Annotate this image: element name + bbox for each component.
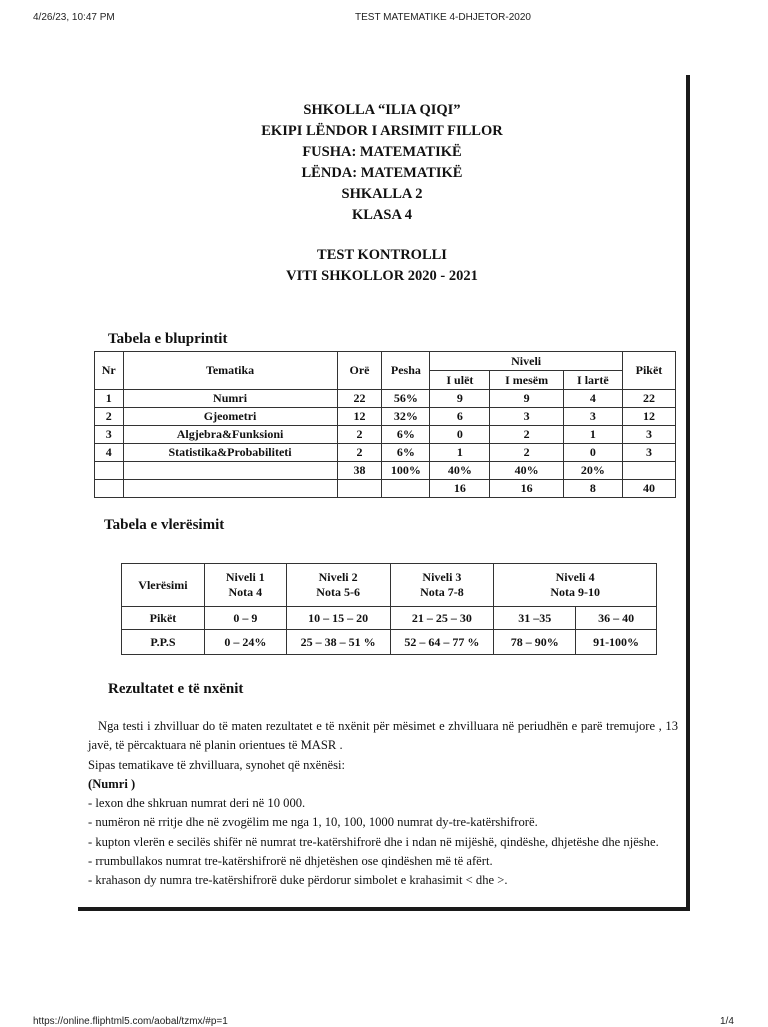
test-title: TEST KONTROLLI xyxy=(317,247,447,263)
table-cell: 10 – 15 – 20 xyxy=(286,607,390,630)
header-line: SHKOLLA “ILIA QIQI” xyxy=(303,102,461,118)
table-cell: Numri xyxy=(123,390,337,408)
table-row xyxy=(95,426,676,444)
table-cell: 0 – 24% xyxy=(204,630,286,655)
header-line: FUSHA: MATEMATIKË xyxy=(302,144,462,160)
print-datetime: 4/26/23, 10:47 PM xyxy=(33,12,115,23)
test-title-block xyxy=(78,245,686,287)
blueprint-table xyxy=(94,351,676,498)
table-row xyxy=(95,480,676,498)
table-cell: 1 xyxy=(95,390,124,408)
table-cell: 3 xyxy=(563,408,622,426)
grading-title: Tabela e vlerësimit xyxy=(104,517,225,533)
col-header-larte: I lartë xyxy=(563,371,622,390)
table-row xyxy=(95,462,676,480)
table-cell: 40% xyxy=(430,462,490,480)
col-header-piket: Pikët xyxy=(622,352,675,390)
table-row xyxy=(95,444,676,462)
table-row xyxy=(122,607,657,630)
table-cell: 38 xyxy=(337,462,382,480)
table-cell: 100% xyxy=(382,462,430,480)
table-cell: 2 xyxy=(95,408,124,426)
col-header-pesha: Pesha xyxy=(382,352,430,390)
table-cell: 2 xyxy=(490,444,563,462)
header-line: EKIPI LËNDOR I ARSIMIT FILLOR xyxy=(261,123,503,139)
grading-header-cell xyxy=(286,564,390,607)
table-cell: 12 xyxy=(622,408,675,426)
grading-header-cell xyxy=(390,564,494,607)
table-cell: 6% xyxy=(382,444,430,462)
school-header xyxy=(78,100,686,226)
grade-label: Nota 9-10 xyxy=(550,585,600,599)
table-cell: Algjebra&Funksioni xyxy=(123,426,337,444)
table-cell: 2 xyxy=(337,426,382,444)
level-label: Niveli 4 xyxy=(555,570,595,584)
grading-table xyxy=(121,563,657,655)
table-row xyxy=(122,630,657,655)
table-cell: 9 xyxy=(490,390,563,408)
table-cell xyxy=(123,462,337,480)
table-cell: 3 xyxy=(490,408,563,426)
table-cell: 3 xyxy=(622,444,675,462)
results-intro: Nga testi i zhvilluar do të maten rezultatet e të nxënit për mësimet e zhvilluara në periudhën e parë tremujore , 13 javë, të përcaktuara në planin orientues të MASR . xyxy=(88,719,678,753)
school-year: VITI SHKOLLOR 2020 - 2021 xyxy=(286,268,478,284)
table-cell: 8 xyxy=(563,480,622,498)
table-cell xyxy=(95,480,124,498)
table-cell: 31 –35 xyxy=(494,607,576,630)
table-cell: 9 xyxy=(430,390,490,408)
table-cell: Statistika&Probabiliteti xyxy=(123,444,337,462)
table-cell: 1 xyxy=(563,426,622,444)
level-label: Niveli 1 xyxy=(225,570,265,584)
table-cell: 3 xyxy=(95,426,124,444)
table-cell: 1 xyxy=(430,444,490,462)
results-title: Rezultatet e të nxënit xyxy=(108,681,244,697)
table-cell: Pikët xyxy=(122,607,205,630)
grade-label: Nota 4 xyxy=(228,585,263,599)
table-cell: Gjeometri xyxy=(123,408,337,426)
table-cell: 16 xyxy=(430,480,490,498)
table-cell: 6% xyxy=(382,426,430,444)
level-label: Niveli 2 xyxy=(318,570,358,584)
table-cell: 0 xyxy=(563,444,622,462)
table-cell: P.P.S xyxy=(122,630,205,655)
grade-label: Nota 7-8 xyxy=(420,585,464,599)
table-cell xyxy=(337,480,382,498)
table-cell: 22 xyxy=(337,390,382,408)
table-cell: 36 – 40 xyxy=(576,607,657,630)
table-cell: 4 xyxy=(563,390,622,408)
grading-header-cell xyxy=(494,564,657,607)
grading-header-cell xyxy=(204,564,286,607)
table-cell: 2 xyxy=(490,426,563,444)
table-cell: 32% xyxy=(382,408,430,426)
table-cell: 40% xyxy=(490,462,563,480)
header-line: LËNDA: MATEMATIKË xyxy=(301,165,463,181)
table-cell: 40 xyxy=(622,480,675,498)
list-item: - krahason dy numra tre-katërshifrorë duke përdorur simbolet e krahasimit < dhe >. xyxy=(88,873,508,888)
table-cell: 22 xyxy=(622,390,675,408)
list-item: - numëron në rritje dhe në zvogëlim me nga 1, 10, 100, 1000 numrat dy-tre-katërshifrorë. xyxy=(88,815,538,830)
grade-label: Nota 5-6 xyxy=(316,585,360,599)
results-section: (Numri ) xyxy=(88,776,136,791)
table-cell: 0 – 9 xyxy=(204,607,286,630)
col-header-tematika: Tematika xyxy=(123,352,337,390)
col-header-nr: Nr xyxy=(95,352,124,390)
print-url: https://online.fliphtml5.com/aobal/tzmx/#p=1 xyxy=(33,1016,228,1027)
col-header-ore: Orë xyxy=(337,352,382,390)
table-cell: 78 – 90% xyxy=(494,630,576,655)
table-cell: 3 xyxy=(622,426,675,444)
col-header-mesem: I mesëm xyxy=(490,371,563,390)
table-cell: 16 xyxy=(490,480,563,498)
table-cell xyxy=(622,462,675,480)
level-label: Niveli 3 xyxy=(422,570,462,584)
table-cell xyxy=(95,462,124,480)
grading-header-cell: Vlerësimi xyxy=(122,564,205,607)
table-cell: 56% xyxy=(382,390,430,408)
header-line: SHKALLA 2 xyxy=(341,186,423,202)
results-body xyxy=(88,717,678,891)
table-cell: 25 – 38 – 51 % xyxy=(286,630,390,655)
col-header-ulet: I ulët xyxy=(430,371,490,390)
table-cell: 21 – 25 – 30 xyxy=(390,607,494,630)
table-cell: 12 xyxy=(337,408,382,426)
table-row xyxy=(95,390,676,408)
table-cell: 2 xyxy=(337,444,382,462)
table-cell: 52 – 64 – 77 % xyxy=(390,630,494,655)
table-cell: 20% xyxy=(563,462,622,480)
table-cell: 0 xyxy=(430,426,490,444)
document-page xyxy=(78,75,690,911)
table-row xyxy=(95,408,676,426)
table-cell xyxy=(123,480,337,498)
table-cell: 6 xyxy=(430,408,490,426)
list-item: - lexon dhe shkruan numrat deri në 10 000. xyxy=(88,796,306,811)
col-header-niveli: Niveli xyxy=(430,352,623,371)
list-item: - kupton vlerën e secilës shifër në numrat tre-katërshifrorë dhe i ndan në mijëshë, qindëshe, dhjetëshe dhe njëshe. xyxy=(88,834,659,849)
blueprint-title: Tabela e bluprintit xyxy=(108,331,228,347)
results-line: Sipas tematikave të zhvilluara, synohet që nxënësi: xyxy=(88,757,346,772)
print-page-counter: 1/4 xyxy=(720,1016,734,1027)
list-item: - rrumbullakos numrat tre-katërshifrorë në dhjetëshen ose qindëshen më të afërt. xyxy=(88,854,493,869)
table-cell: 4 xyxy=(95,444,124,462)
header-line: KLASA 4 xyxy=(351,207,413,223)
table-cell: 91-100% xyxy=(576,630,657,655)
table-cell xyxy=(382,480,430,498)
print-page-title: TEST MATEMATIKE 4-DHJETOR-2020 xyxy=(355,12,531,23)
